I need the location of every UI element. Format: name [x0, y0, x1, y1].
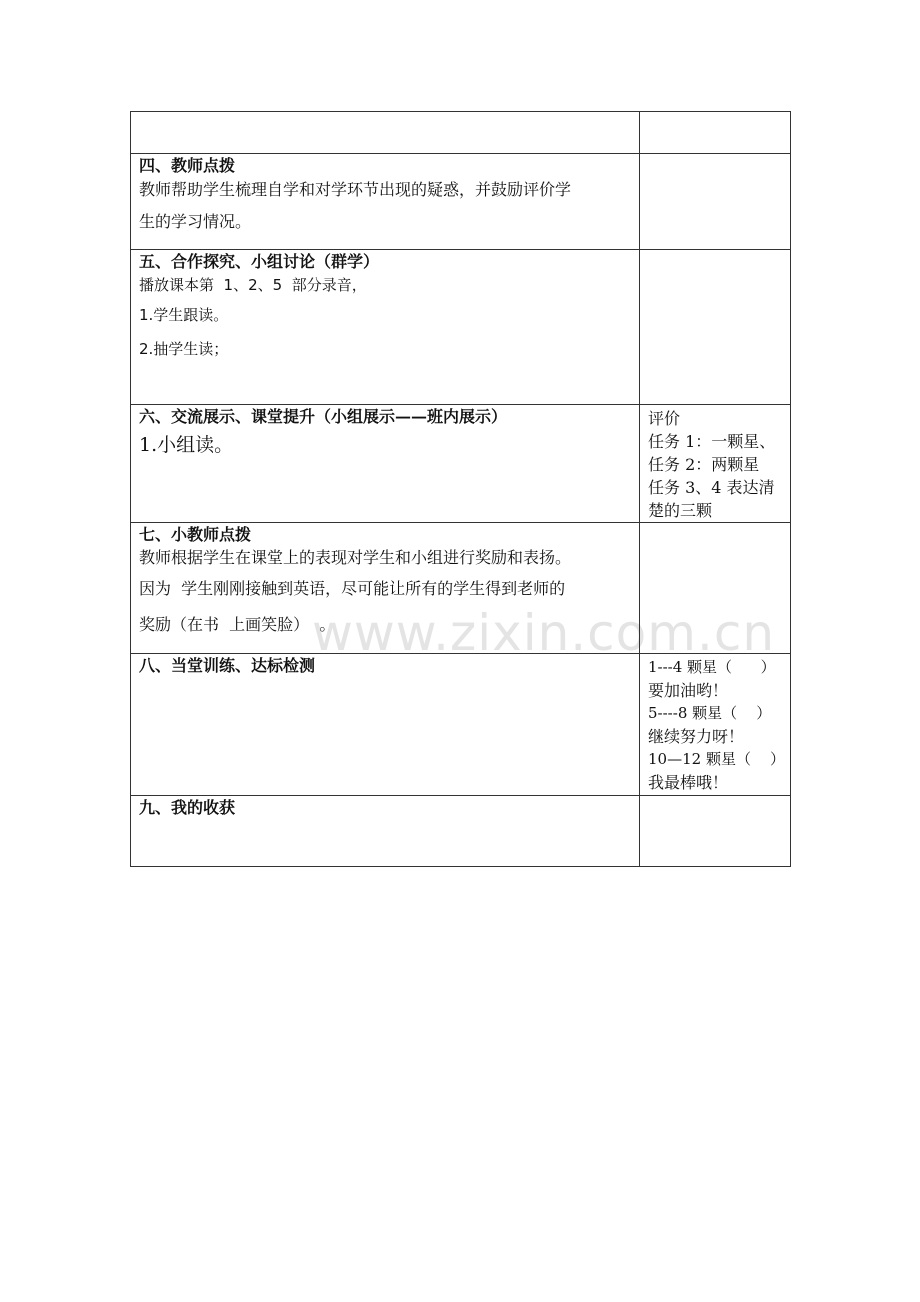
star-rating-line: 我最棒哦！: [648, 773, 729, 792]
side-cell: [640, 154, 791, 250]
main-cell: [131, 405, 640, 523]
side-cell: [640, 523, 791, 654]
body-line: 播放课本第 1、2、5 部分录音，: [139, 276, 367, 294]
main-cell: [131, 154, 640, 250]
section-heading: 五、合作探究、小组讨论（群学）: [139, 252, 380, 271]
body-line: 奖励（在书 上画笑脸） 。: [139, 615, 336, 634]
section-heading: 八、当堂训练、达标检测: [139, 656, 316, 675]
section-heading: 六、交流展示、课堂提升（小组展示——班内展示）: [139, 407, 508, 426]
body-line: 因为 学生刚刚接触到英语，尽可能让所有的学生得到老师的: [139, 579, 566, 598]
side-cell: [640, 250, 791, 405]
main-cell: [131, 523, 640, 654]
table-row-harvest: [131, 796, 791, 867]
evaluation-line: 任务 2：两颗星: [648, 455, 760, 474]
body-line: 1.学生跟读。: [139, 306, 229, 324]
evaluation-line: 任务 1：一颗星、: [648, 432, 776, 451]
body-line: 2.抽学生读；: [139, 340, 229, 358]
body-line: 教师根据学生在课堂上的表现对学生和小组进行奖励和表扬。: [139, 548, 572, 567]
table-row-practice: [131, 654, 791, 796]
table-row-teacher-guidance: [131, 154, 791, 250]
star-rating-line: 5----8 颗星（ ）: [648, 704, 772, 722]
section-heading: 七、小教师点拨: [139, 525, 252, 544]
evaluation-line: 楚的三颗: [648, 501, 713, 520]
main-cell: [131, 796, 640, 867]
star-rating-line: 要加油哟！: [648, 681, 729, 700]
star-rating-line: 1---4 颗星（ ）: [648, 658, 776, 676]
side-cell: [640, 796, 791, 867]
section-heading: 四、教师点拨: [139, 156, 236, 175]
table-row-empty: [131, 112, 791, 154]
star-rating-cell: [640, 654, 791, 796]
table-row-group-discussion: [131, 250, 791, 405]
main-cell: [131, 654, 640, 796]
table-row-student-guidance: [131, 523, 791, 654]
main-cell: [131, 112, 640, 154]
body-line: 1.小组读。: [139, 434, 234, 456]
section-heading: 九、我的收获: [139, 798, 236, 817]
lesson-plan-table: [130, 111, 791, 867]
table-row-presentation: [131, 405, 791, 523]
evaluation-line: 评价: [648, 409, 681, 428]
body-line: 教师帮助学生梳理自学和对学环节出现的疑惑，并鼓励评价学: [139, 180, 572, 199]
evaluation-cell: [640, 405, 791, 523]
side-cell: [640, 112, 791, 154]
star-rating-line: 10—12 颗星（ ）: [648, 750, 786, 768]
body-line: 生的学习情况。: [139, 212, 252, 231]
main-cell: [131, 250, 640, 405]
watermark: www.zixin.com.cn: [312, 604, 776, 662]
star-rating-line: 继续努力呀！: [648, 727, 745, 746]
evaluation-line: 任务 3、4 表达清: [648, 478, 775, 497]
